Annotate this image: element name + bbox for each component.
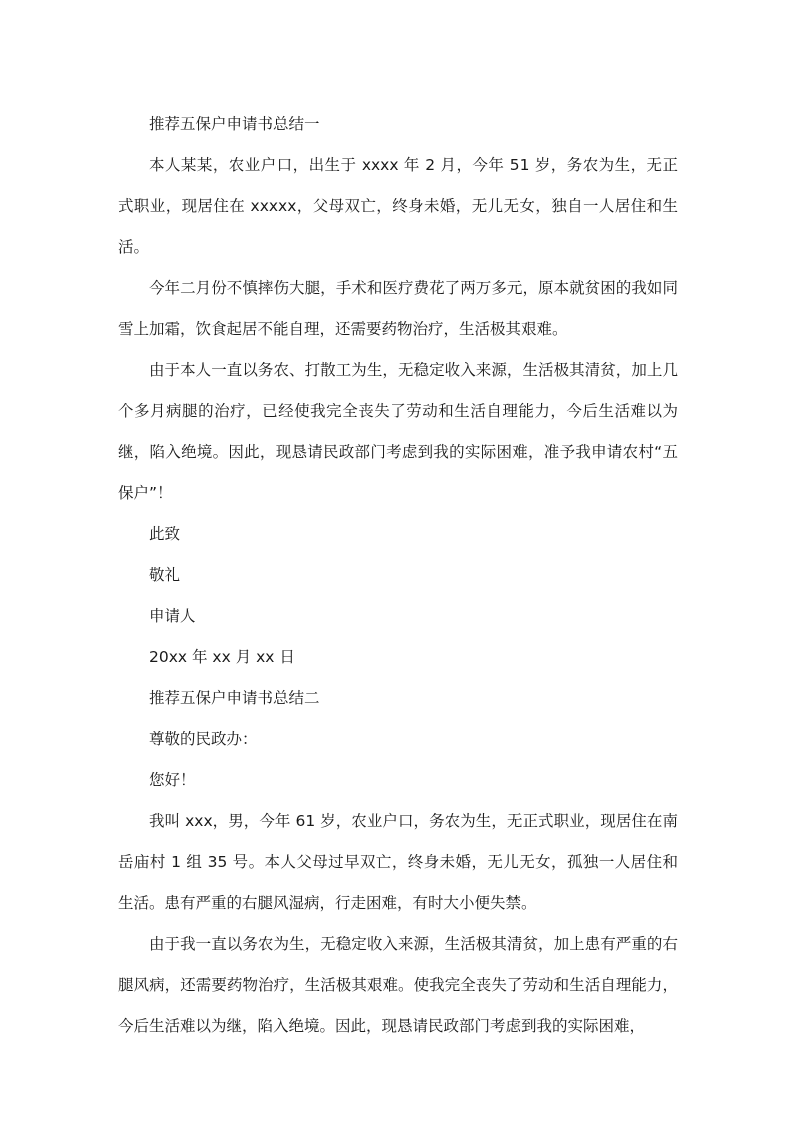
- document-body: [118, 104, 678, 1047]
- paragraph-hardship: 由于我一直以务农为生，无稳定收入来源，生活极其清贫，加上患有严重的右腿风病，还需要药物治疗，生活极其艰难。使我完全丧失了劳动和生活自理能力，今后生活难以为继，陷入绝境。因此，现恳请民政部门考虑到我的实际困难，: [118, 935, 678, 1035]
- greeting-recipient: 尊敬的民政办：: [149, 730, 258, 748]
- greeting-hello: 您好！: [149, 771, 196, 789]
- paragraph-personal-info: 本人某某，农业户口，出生于 xxxx 年 2 月，今年 51 岁，务农为生，无正式职业，现居住在 xxxxx，父母双亡，终身未婚，无儿无女，独自一人居住和生活。: [118, 156, 678, 256]
- paragraph-self-intro: 我叫 xxx，男，今年 61 岁，农业户口，务农为生，无正式职业，现居住在南岳庙村 1 组 35 号。本人父母过早双亡，终身未婚，无儿无女，孤独一人居住和生活。患有严重的右腿风湿病，行走困难，有时大小便失禁。: [118, 812, 678, 912]
- paragraph-injury: 今年二月份不慎摔伤大腿，手术和医疗费花了两万多元，原本就贫困的我如同雪上加霜，饮食起居不能自理，还需要药物治疗，生活极其艰难。: [118, 279, 678, 338]
- section-title-2: 推荐五保户申请书总结二: [149, 689, 320, 707]
- closing-regards: 敬礼: [149, 566, 181, 584]
- closing-salutation: 此致: [149, 525, 181, 543]
- section-title-1: 推荐五保户申请书总结一: [149, 115, 320, 133]
- paragraph-request: 由于本人一直以务农、打散工为生，无稳定收入来源，生活极其清贫，加上几个多月病腿的治疗，已经使我完全丧失了劳动和生活自理能力，今后生活难以为继，陷入绝境。因此，现恳请民政部门考虑到我的实际困难，准予我申请农村“五保户”！: [118, 361, 678, 502]
- applicant-label: 申请人: [149, 607, 196, 625]
- date-line: 20xx 年 xx 月 xx 日: [149, 648, 295, 666]
